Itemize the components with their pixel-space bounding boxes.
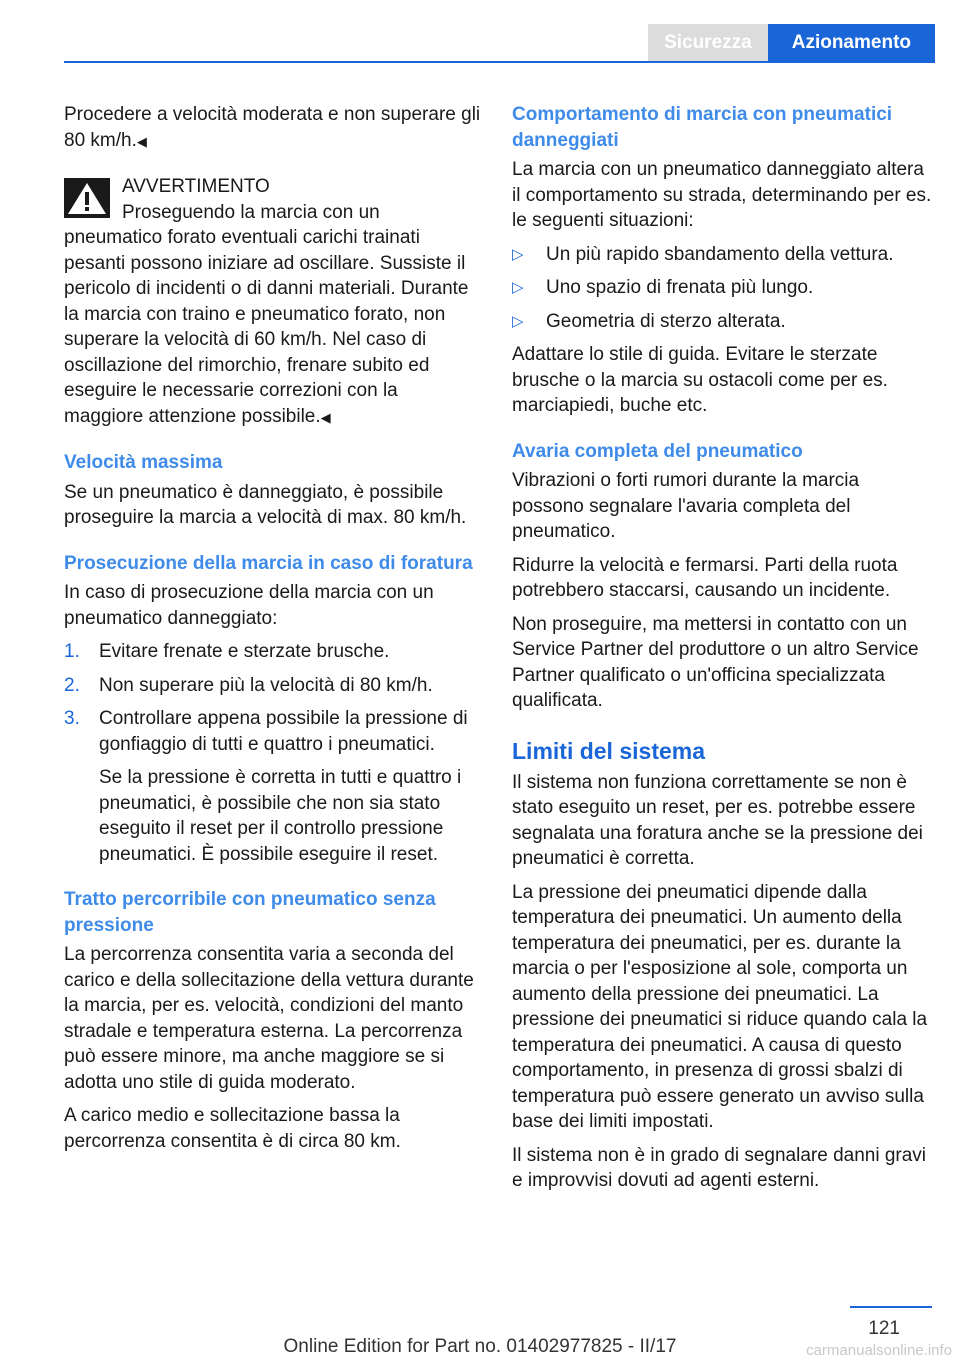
list-item [64,639,482,665]
failure-paragraph-2: Ridurre la velocità e fermarsi. Parti della ruota potrebbero staccarsi, causando un incidente. [512,554,898,601]
warning-text [64,200,482,431]
edition-footer: Online Edition for Part no. 01402977825 - II/17 [283,1336,677,1357]
intro-paragraph [64,102,482,154]
warning-triangle-icon [64,178,110,218]
tab-azionamento: Azionamento [768,24,935,62]
step-number: 2. [64,674,80,696]
limits-heading: Limiti del sistema [512,737,706,764]
right-column [512,102,932,1202]
left-column [64,102,482,1162]
failure-heading: Avaria completa del pneumatico [512,440,803,462]
step-number: 3. [64,708,80,729]
list-item [64,673,482,699]
end-mark: ◀ [320,409,331,425]
end-mark: ◀ [136,133,147,149]
distance-paragraph-2: A carico medio e sollecitazione bassa la percorrenza consentita è di circa 80 km. [64,1105,401,1152]
continuation-heading: Prosecuzione della marcia in caso di foratura [64,552,473,574]
max-speed-heading: Velocità massima [64,452,223,473]
triangle-bullet-icon: ▷ [512,312,524,330]
header-tabs [648,24,935,62]
list-item [512,242,932,268]
behaviour-bullets [512,242,932,335]
page-number: 121 [868,1318,900,1339]
header-rule [64,61,935,63]
failure-paragraph-3: Non proseguire, ma mettersi in contatto con un Service Partner del produttore o un altro Service Partner qualificato o un'officina specializzata qualificata. [512,613,919,711]
warning-body: Proseguendo la marcia con un pneumatico forato eventuali carichi trainati pesanti possono iniziare ad oscillare. Sussiste il pericolo di incidenti o di danni materiali. Durante la marcia con traino e pneumatico forato, non superare la velocità di 60 km/h. Nel caso di oscillazione del rimorchio, frenare subito ed eseguire le necessarie correzioni con la maggiore attenzione possibile. [64,201,469,427]
bullet-text: Geometria di sterzo alterata. [546,310,786,332]
list-item [512,275,932,301]
step-text: Controllare appena possibile la pressione di gonfiaggio di tutti e quattro i pneumatici. [99,708,468,755]
tab-sicurezza: Sicurezza [648,24,768,62]
step-note: Se la pressione è corretta in tutti e quattro i pneumatici, è possibile che non sia stato eseguito il reset per il controllo pressione pneumatici. È possibile eseguire il reset. [99,767,462,865]
bullet-text: Un più rapido sbandamento della vettura. [546,243,894,265]
distance-paragraph-1: La percorrenza consentita varia a seconda del carico e della sollecitazione della vettura durante la marcia, per es. velocità, condizioni del manto stradale e temperatura esterna. La percorrenza può essere minore, ma anche maggiore se si adotta uno stile di guida moderato. [64,944,474,1093]
limits-paragraph-1: Il sistema non funziona correttamente se non è stato eseguito un reset, per es. potrebbe essere segnalata una foratura anche se la pressione dei pneumatici è corretta. [512,771,923,869]
continuation-steps [64,639,482,867]
distance-heading: Tratto percorribile con pneumatico senza pressione [64,889,436,936]
limits-paragraph-3: Il sistema non è in grado di segnalare danni gravi e improvvisi dovuti ad agenti esterni. [512,1144,927,1191]
bullet-text: Uno spazio di frenata più lungo. [546,277,814,298]
behaviour-intro: La marcia con un pneumatico danneggiato altera il comportamento su strada, determinando per es. le seguenti situazioni: [512,159,932,231]
list-item [512,309,932,335]
behaviour-outro: Adattare lo stile di guida. Evitare le sterzate brusche o la marcia su ostacoli come per es. marciapiedi, buche etc. [512,344,888,416]
warning-title: AVVERTIMENTO [122,176,270,197]
continuation-intro: In caso di prosecuzione della marcia con un pneumatico danneggiato: [64,582,434,629]
step-text: Evitare frenate e sterzate brusche. [99,641,390,662]
failure-paragraph-1: Vibrazioni o forti rumori durante la marcia possono segnalare l'avaria completa del pneumatico. [512,470,860,542]
triangle-bullet-icon: ▷ [512,245,524,263]
step-text: Non superare più la velocità di 80 km/h. [99,674,433,696]
step-number: 1. [64,641,80,662]
max-speed-text: Se un pneumatico è danneggiato, è possibile proseguire la marcia a velocità di max. 80 km/h. [64,481,467,528]
intro-text: Procedere a velocità moderata e non superare gli 80 km/h. [64,104,481,151]
limits-paragraph-2: La pressione dei pneumatici dipende dalla temperatura dei pneumatici. Un aumento della temperatura dei pneumatici, per es. durante la marcia o per l'esposizione al sole, comporta un aumento della pressione dei pneumatici. La pressione dei pneumatici si riduce quando cala la temperatura dei pneumatici. A causa di questo comportamento, in presenza di grossi sbalzi di temperatura può essere generato un avviso sulla base dei limiti impostati. [512,881,928,1132]
watermark: carmanualsonline.info [806,1342,952,1359]
warning-block [64,174,482,430]
list-item [64,706,482,867]
behaviour-heading: Comportamento di marcia con pneumatici danneggiati [512,104,893,151]
triangle-bullet-icon: ▷ [512,279,524,296]
footer-rule [850,1306,932,1308]
